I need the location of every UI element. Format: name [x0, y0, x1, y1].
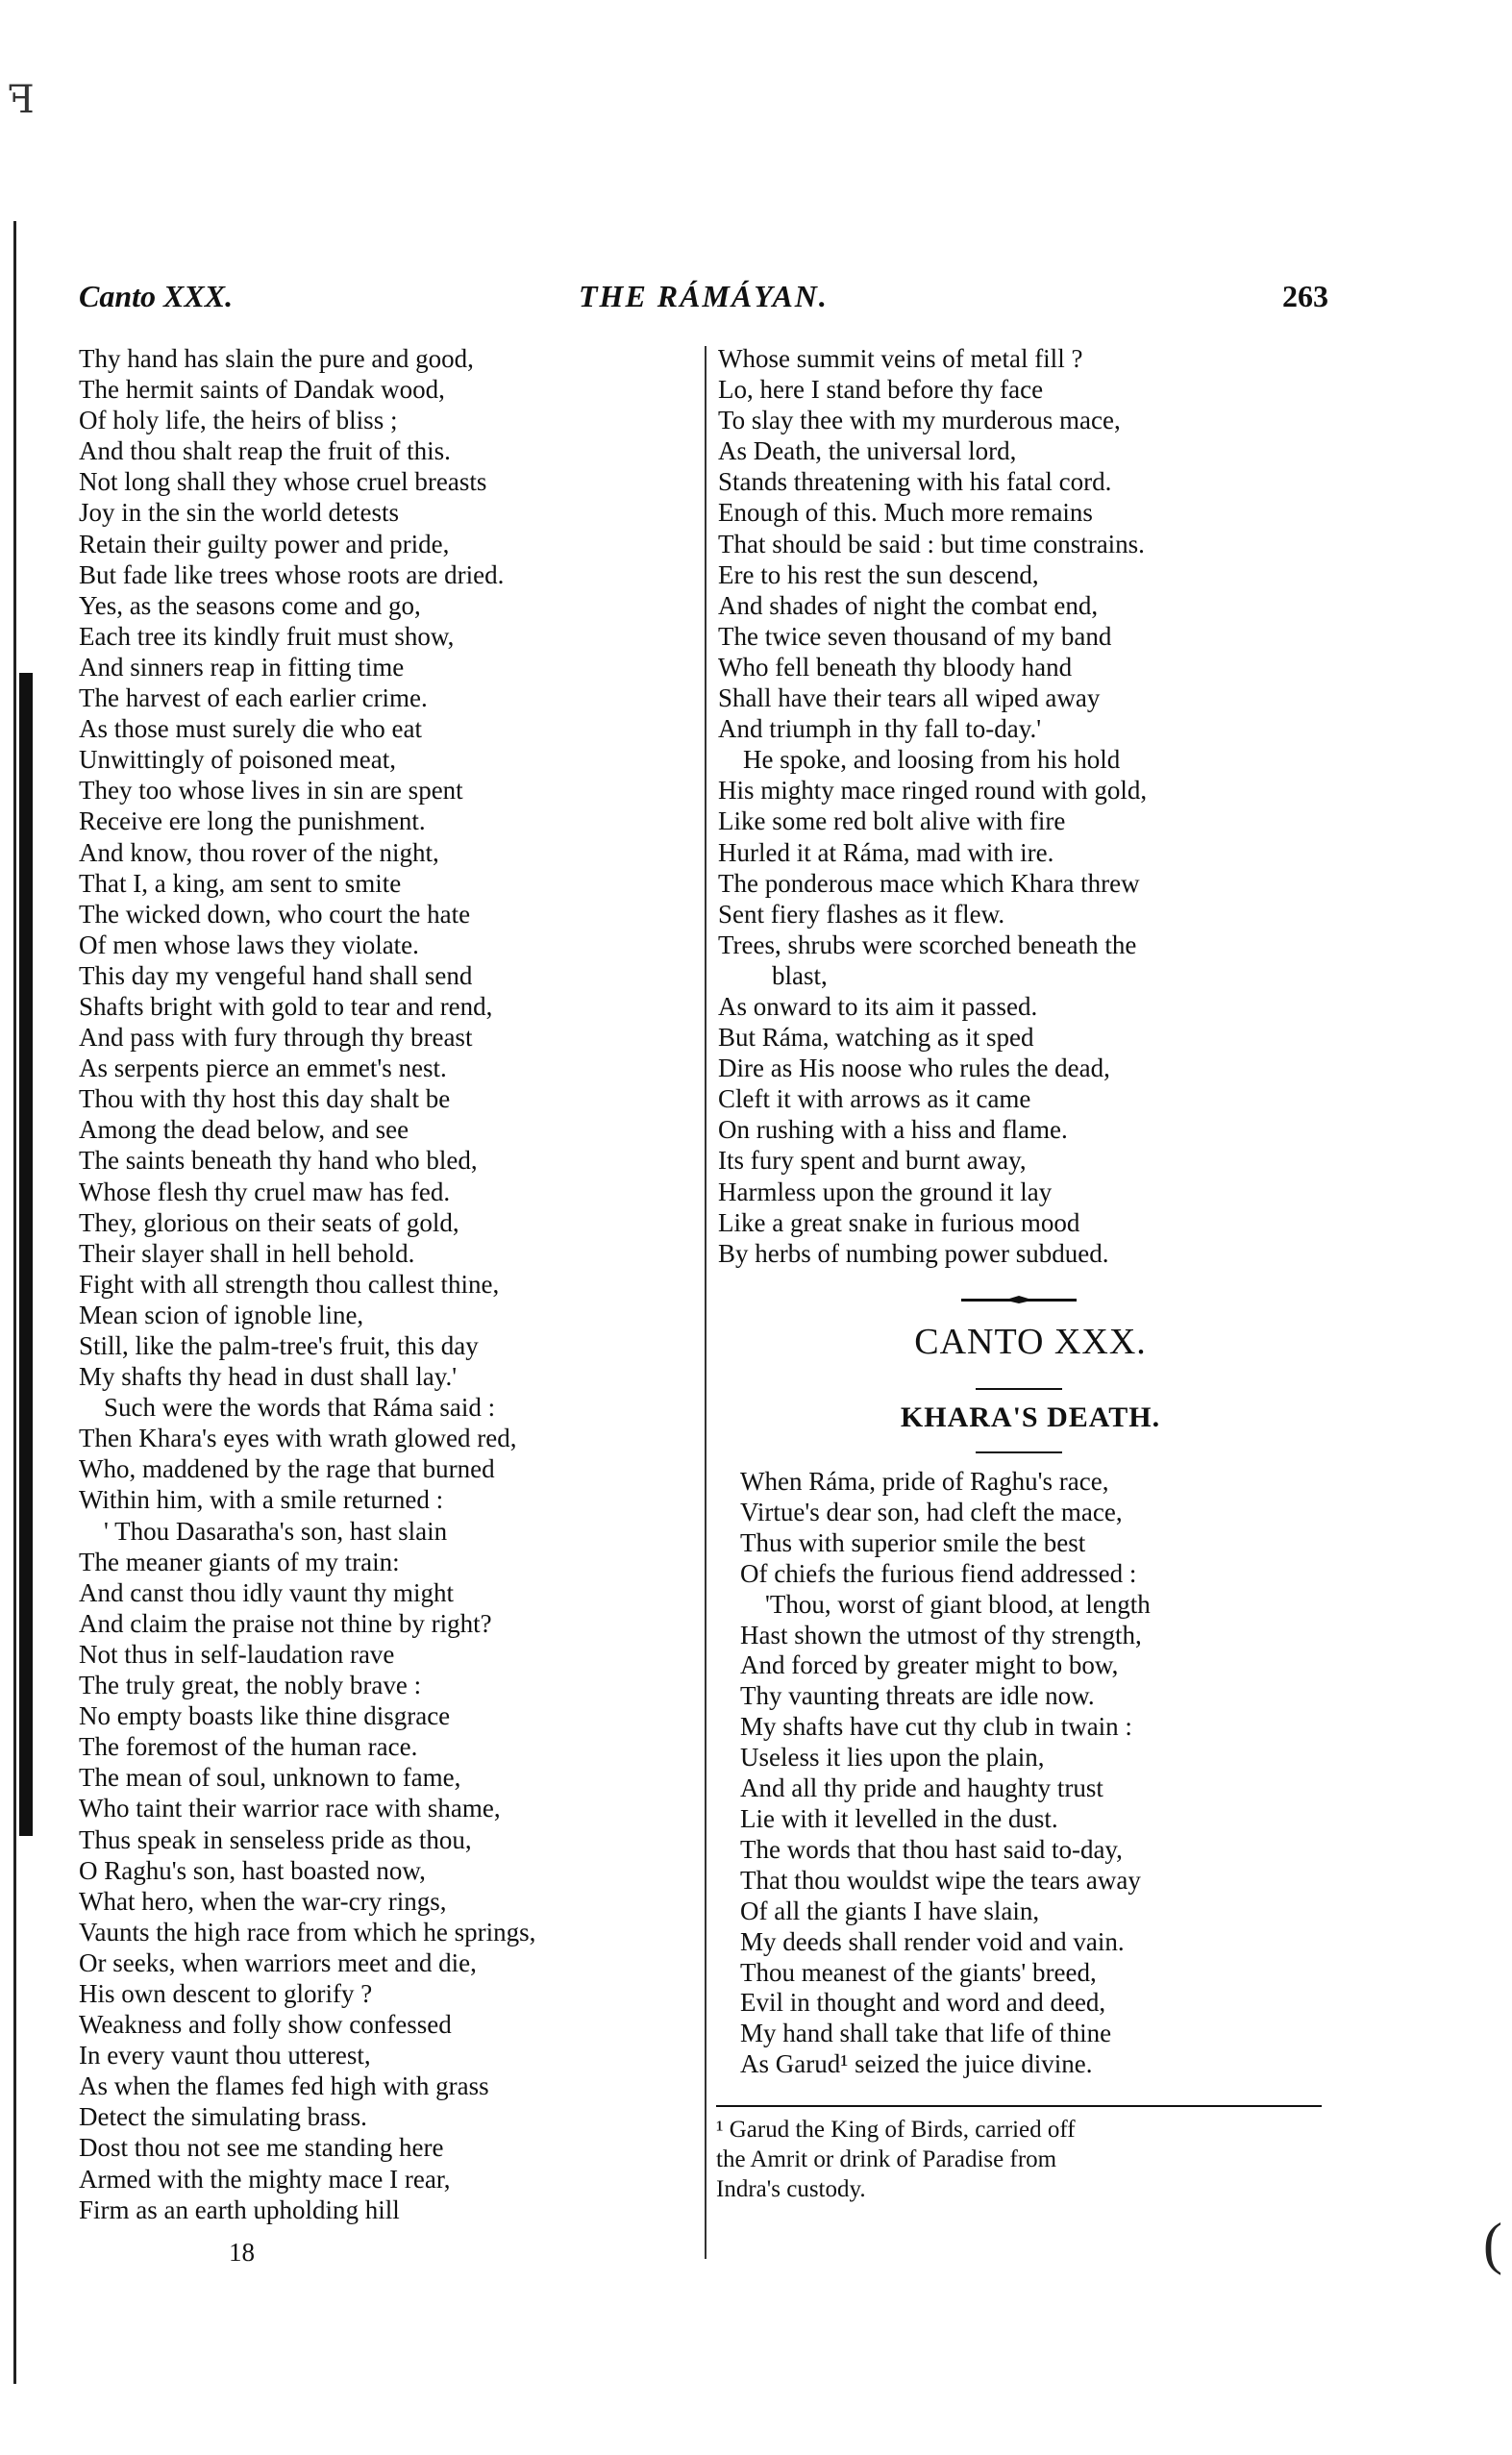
- verse-line: Who fell beneath thy bloody hand: [718, 652, 1073, 682]
- heading-rule-top: [976, 1388, 1062, 1390]
- verse-line: Trees, shrubs were scorched beneath the: [718, 930, 1137, 959]
- verse-line: They too whose lives in sin are spent: [79, 776, 463, 806]
- signature-mark: 18: [229, 2238, 255, 2267]
- verse-line: Among the dead below, and see: [79, 1115, 409, 1145]
- verse-line: What hero, when the war-cry rings,: [79, 1886, 447, 1916]
- verse-line: Within him, with a smile returned :: [79, 1485, 444, 1515]
- scan-margin-mark: ꟻ: [8, 78, 35, 121]
- verse-line: His own descent to glorify ?: [79, 1978, 373, 2008]
- verse-line: Receive ere long the punishment.: [79, 806, 426, 836]
- header-canto: Canto XXX.: [79, 279, 234, 313]
- verse-line: He spoke, and loosing from his hold: [743, 745, 1121, 775]
- verse-line: Detect the simulating brass.: [79, 2102, 367, 2132]
- verse-line: Thy vaunting threats are idle now.: [740, 1681, 1095, 1711]
- verse-line: Shafts bright with gold to tear and rend,: [79, 991, 493, 1021]
- verse-line: As when the flames fed high with grass: [79, 2071, 489, 2101]
- verse-line: Dire as His noose who rules the dead,: [718, 1054, 1110, 1083]
- verse-line: Such were the words that Ráma said :: [104, 1393, 496, 1423]
- verse-line: To slay thee with my murderous mace,: [718, 406, 1121, 435]
- verse-line: Thus speak in senseless pride as thou,: [79, 1824, 472, 1854]
- verse-line: Then Khara's eyes with wrath glowed red,: [79, 1424, 517, 1453]
- verse-line: And claim the praise not thine by right?: [79, 1608, 492, 1638]
- verse-line: And thou shalt reap the fruit of this.: [79, 436, 451, 466]
- footnote: [716, 2115, 1322, 2204]
- verse-line: This day my vengeful hand shall send: [79, 960, 473, 990]
- verse-line: Who, maddened by the rage that burned: [79, 1454, 495, 1484]
- verse-line: My shafts thy head in dust shall lay.': [79, 1362, 458, 1392]
- verse-line: Firm as an earth upholding hill: [79, 2195, 400, 2224]
- verse-line: Thus with superior smile the best: [740, 1527, 1086, 1557]
- verse-line: The twice seven thousand of my band: [718, 621, 1112, 651]
- verse-line: That should be said : but time constrains.: [718, 529, 1145, 558]
- verse-line: Joy in the sin the world detests: [79, 498, 399, 528]
- verse-line: Of men whose laws they violate.: [79, 930, 419, 959]
- verse-line: Like a great snake in furious mood: [718, 1207, 1080, 1237]
- verse-line: Unwittingly of poisoned meat,: [79, 745, 396, 775]
- verse-line: Ere to his rest the sun descend,: [718, 559, 1039, 589]
- verse-line: They, glorious on their seats of gold,: [79, 1207, 459, 1237]
- verse-line: Of all the giants I have slain,: [740, 1896, 1040, 1925]
- verse-line: Fight with all strength thou callest thine,: [79, 1269, 500, 1299]
- section-heading: KHARA'S DEATH.: [900, 1401, 1161, 1433]
- verse-line: Useless it lies upon the plain,: [740, 1743, 1045, 1773]
- verse-line: Hast shown the utmost of thy strength,: [740, 1620, 1142, 1649]
- verse-line: And forced by greater might to bow,: [740, 1650, 1119, 1680]
- verse-line: Who taint their warrior race with shame,: [79, 1794, 501, 1823]
- verse-line: Enough of this. Much more remains: [718, 498, 1093, 528]
- verse-line: Sent fiery flashes as it flew.: [718, 899, 1005, 929]
- verse-line: And all thy pride and haughty trust: [740, 1773, 1103, 1803]
- verse-line: And pass with fury through thy breast: [79, 1023, 473, 1053]
- verse-line: On rushing with a hiss and flame.: [718, 1115, 1068, 1145]
- heading-rule-bottom: [976, 1451, 1062, 1453]
- verse-line: The hermit saints of Dandak wood,: [79, 375, 445, 405]
- verse-line: Each tree its kindly fruit must show,: [79, 621, 455, 651]
- verse-line: Hurled it at Ráma, mad with ire.: [718, 837, 1054, 867]
- verse-line: 'Thou, worst of giant blood, at length: [765, 1589, 1151, 1619]
- verse-line: The foremost of the human race.: [79, 1732, 418, 1762]
- verse-line: When Ráma, pride of Raghu's race,: [740, 1467, 1109, 1496]
- verse-line: My shafts have cut thy club in twain :: [740, 1712, 1132, 1742]
- verse-line: Whose flesh thy cruel maw has fed.: [79, 1177, 451, 1206]
- scan-margin-bar: [19, 673, 33, 1836]
- verse-line: Thou meanest of the giants' breed,: [740, 1957, 1097, 1987]
- verse-line: Like some red bolt alive with fire: [718, 806, 1066, 836]
- verse-line: Vaunts the high race from which he springs,: [79, 1917, 536, 1947]
- verse-line: As serpents pierce an emmet's nest.: [79, 1054, 447, 1083]
- verse-line: Harmless upon the ground it lay: [718, 1177, 1053, 1206]
- verse-line: And sinners reap in fitting time: [79, 652, 405, 682]
- verse-line: Lie with it levelled in the dust.: [740, 1803, 1058, 1833]
- verse-line: Of holy life, the heirs of bliss ;: [79, 406, 398, 435]
- verse-line: And shades of night the combat end,: [718, 590, 1099, 620]
- verse-line: The ponderous mace which Khara threw: [718, 868, 1140, 898]
- verse-line: Cleft it with arrows as it came: [718, 1084, 1031, 1114]
- canto-heading: CANTO XXX.: [914, 1322, 1147, 1362]
- verse-line: The harvest of each earlier crime.: [79, 683, 428, 713]
- verse-line: Stands threatening with his fatal cord.: [718, 467, 1112, 497]
- footnote-line: Indra's custody.: [716, 2176, 866, 2202]
- verse-line: That I, a king, am sent to smite: [79, 868, 402, 898]
- verse-line: Mean scion of ignoble line,: [79, 1300, 364, 1329]
- verse-line: ' Thou Dasaratha's son, hast slain: [104, 1516, 448, 1546]
- verse-line: As Death, the universal lord,: [718, 436, 1017, 466]
- section-ornament: [961, 1296, 1077, 1303]
- verse-line: Whose summit veins of metal fill ?: [718, 344, 1083, 373]
- verse-line: O Raghu's son, hast boasted now,: [79, 1855, 426, 1885]
- footnote-line: ¹ Garud the King of Birds, carried off: [716, 2117, 1076, 2143]
- verse-line: My hand shall take that life of thine: [740, 2019, 1112, 2048]
- scan-edge-line: [13, 221, 16, 2384]
- verse-line: Weakness and folly show confessed: [79, 2010, 452, 2040]
- header-page-number: 263: [1282, 279, 1328, 313]
- verse-line: My deeds shall render void and vain.: [740, 1926, 1125, 1956]
- verse-line: Not thus in self-laudation rave: [79, 1639, 395, 1669]
- verse-line: The meaner giants of my train:: [79, 1547, 400, 1576]
- verse-line: And canst thou idly vaunt thy might: [79, 1577, 454, 1607]
- verse-line: Lo, here I stand before thy face: [718, 375, 1044, 405]
- footnote-line: the Amrit or drink of Paradise from: [716, 2146, 1057, 2172]
- column-separator: [705, 346, 706, 2259]
- verse-line: Thou with thy host this day shalt be: [79, 1084, 451, 1114]
- verse-line: Thy hand has slain the pure and good,: [79, 344, 474, 373]
- running-header: [79, 279, 1328, 322]
- verse-line: The truly great, the nobly brave :: [79, 1671, 422, 1700]
- verse-line: As onward to its aim it passed.: [718, 991, 1038, 1021]
- verse-line: Its fury spent and burnt away,: [718, 1146, 1027, 1176]
- verse-line: Not long shall they whose cruel breasts: [79, 467, 487, 497]
- left-column-verse: [79, 343, 694, 2225]
- verse-line: The words that thou hast said to-day,: [740, 1834, 1123, 1864]
- verse-line: The wicked down, who court the hate: [79, 899, 471, 929]
- verse-line: As Garud¹ seized the juice divine.: [740, 2049, 1093, 2079]
- verse-line: Virtue's dear son, had cleft the mace,: [740, 1497, 1123, 1526]
- verse-line: That thou wouldst wipe the tears away: [740, 1865, 1141, 1895]
- verse-line: Dost thou not see me standing here: [79, 2133, 444, 2163]
- right-column-verse: [718, 343, 1343, 1269]
- verse-line: Armed with the mighty mace I rear,: [79, 2164, 451, 2194]
- verse-line: But fade like trees whose roots are dried.: [79, 559, 505, 589]
- verse-line: By herbs of numbing power subdued.: [718, 1238, 1109, 1268]
- canto-verse: [740, 1467, 1336, 2080]
- verse-line: His mighty mace ringed round with gold,: [718, 776, 1148, 806]
- verse-line: Or seeks, when warriors meet and die,: [79, 1947, 477, 1977]
- verse-line: Yes, as the seasons come and go,: [79, 590, 421, 620]
- verse-line: The saints beneath thy hand who bled,: [79, 1146, 478, 1176]
- verse-line: blast,: [772, 960, 828, 990]
- verse-line: But Ráma, watching as it sped: [718, 1023, 1034, 1053]
- verse-line: No empty boasts like thine disgrace: [79, 1701, 451, 1731]
- verse-line: Their slayer shall in hell behold.: [79, 1238, 415, 1268]
- verse-line: As those must surely die who eat: [79, 714, 422, 744]
- verse-line: And triumph in thy fall to-day.': [718, 714, 1042, 744]
- verse-line: In every vaunt thou utterest,: [79, 2041, 371, 2071]
- verse-line: Retain their guilty power and pride,: [79, 529, 450, 558]
- verse-line: Of chiefs the furious fiend addressed :: [740, 1558, 1137, 1588]
- verse-line: Evil in thought and word and deed,: [740, 1988, 1106, 2018]
- verse-line: Shall have their tears all wiped away: [718, 683, 1101, 713]
- scan-right-mark: (: [1483, 2212, 1502, 2275]
- verse-line: Still, like the palm-tree's fruit, this day: [79, 1331, 479, 1360]
- footnote-rule: [716, 2105, 1322, 2107]
- verse-line: And know, thou rover of the night,: [79, 837, 439, 867]
- header-book-title: THE RÁMÁYAN.: [579, 279, 829, 313]
- verse-line: The mean of soul, unknown to fame,: [79, 1763, 461, 1793]
